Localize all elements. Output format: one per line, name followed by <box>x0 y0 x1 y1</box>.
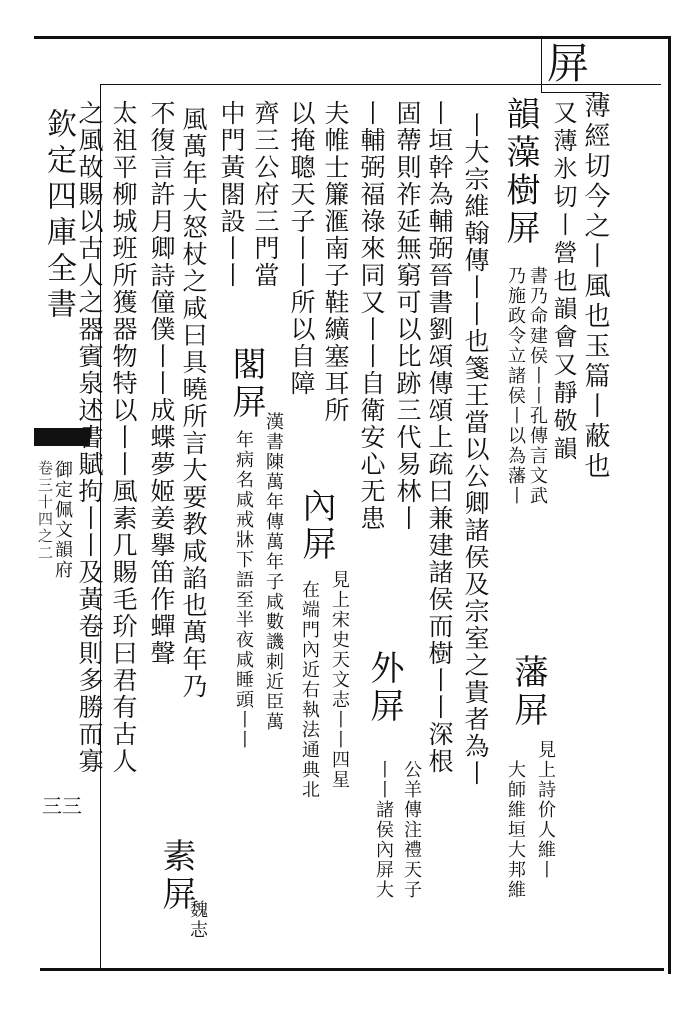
note-nei-2: 在端門內近右執法通典北 <box>299 580 320 800</box>
sub-head-zaoshu: 韻藻樹屏 <box>500 96 540 248</box>
sub-head-wai: 外屏 <box>364 650 404 726</box>
sub-head-ge: 閣屏 <box>226 346 266 422</box>
bottom-rule <box>40 968 664 971</box>
note-zaoshu-1: 書乃命建侯丨丨孔傳言文武 <box>527 266 548 506</box>
text-column-3: 丨大宗維翰傳丨丨也箋王當以公卿諸侯及宗室之貴者為丨 <box>461 112 490 787</box>
section-title: 御定佩文韻府 <box>52 460 73 580</box>
text-column-4: 丨垣幹為輔弼晉書劉頌傳頌上疏曰兼建諸侯而樹丨丨深根 <box>425 100 454 775</box>
section-subtitle: 卷三十四之二 <box>36 460 54 562</box>
text-column-5: 固蔕則祚延無窮可以比跡三代易林丨 <box>393 100 422 532</box>
note-su: 魏志 <box>187 900 208 940</box>
text-column-14: 之風故賜以古人之器賓泉述書賦拘丨丨及黃卷則多勝而寡 <box>75 100 104 775</box>
note-wai-2: 丨丨諸侯內屏大 <box>373 760 394 900</box>
text-column-9: 齊三公府三門當 <box>251 100 280 289</box>
note-fan-1: 見上詩价人維丨 <box>535 740 556 880</box>
note-ge-2: 年病名咸戒牀下語至半夜咸睡頭丨丨 <box>233 430 254 750</box>
text-column-10: 中門黃閤設丨丨 <box>217 100 246 289</box>
sub-head-nei: 內屏 <box>296 488 336 564</box>
text-column-2: 又薄氷切丨營也韻會又靜敬韻 <box>549 100 577 464</box>
note-zaoshu-2: 乃施政令立諸侯丨以為藩丨 <box>505 266 526 506</box>
text-column-13: 太祖平柳城班所獲器物特以丨丨風素几賜毛玠曰君有古人 <box>109 100 138 775</box>
text-column-11: 風萬年大怒杖之咸曰具曉所言大要教咸諂也萬年乃 <box>179 106 208 700</box>
note-ge-1: 漢書陳萬年傳萬年子咸數譏刺近臣萬 <box>263 412 284 732</box>
text-column-8: 以掩聰天子丨丨所以自障 <box>287 100 316 397</box>
text-column-1: 薄經切今之丨風也玉篇丨蔽也 <box>580 92 610 482</box>
note-fan-2: 大師維垣大邦維 <box>505 760 526 900</box>
head-word: 屏 <box>547 39 590 88</box>
sub-head-fan: 藩屏 <box>508 654 548 730</box>
sub-head-su: 素屏 <box>156 838 196 914</box>
note-nei-1: 見上宋史天文志丨丨四星 <box>329 570 350 790</box>
text-column-12: 不復言許月卿詩僮僕丨丨成蝶夢姬姜擧笛作蟬聲 <box>147 100 176 667</box>
note-wai-1: 公羊傳注禮天子 <box>401 760 422 900</box>
text-column-7: 夫帷士簾滙南子鞋纊塞耳所 <box>321 100 350 424</box>
book-title: 欽定四庫全書 <box>41 108 76 324</box>
text-column-6: 丨輔弼福祿來同又丨丨自衛安心无患 <box>357 100 386 532</box>
leaf-number: 三三 <box>42 794 82 818</box>
